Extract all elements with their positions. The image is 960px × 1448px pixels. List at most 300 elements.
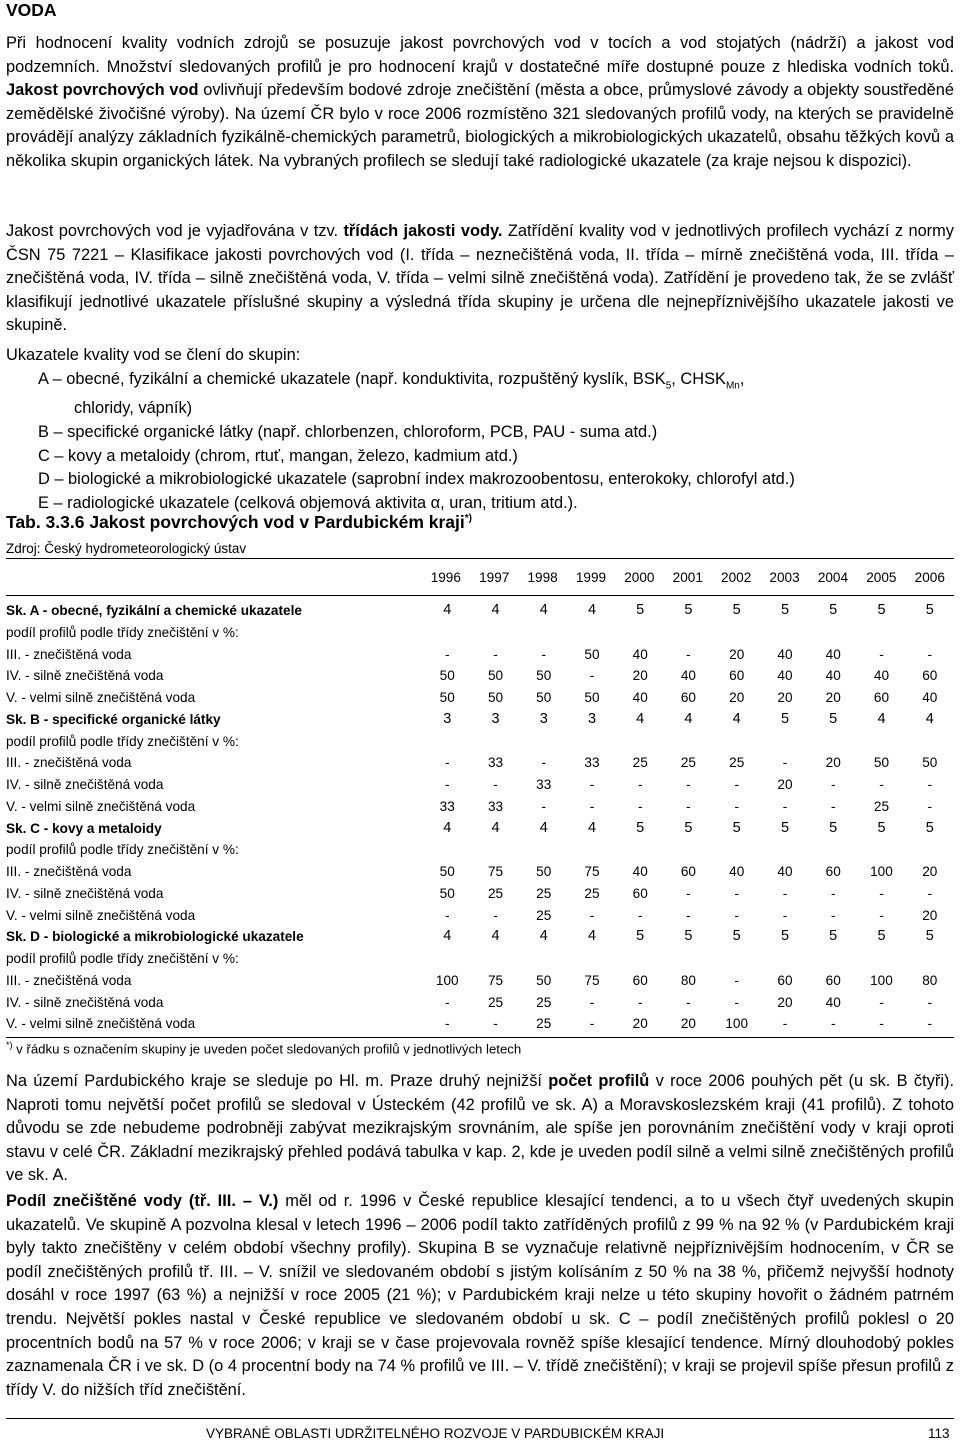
class-row (6, 992, 954, 1014)
table-cell: 33 (487, 755, 504, 771)
table-cell: 100 (725, 1016, 749, 1032)
table-cell: - (444, 907, 450, 923)
table-cell: 5 (925, 602, 934, 618)
groups-heading: Ukazatele kvality vod se člení do skupin: (6, 346, 301, 364)
table-cell (568, 839, 616, 861)
table-title-text: Tab. 3.3.6 Jakost povrchových vod v Pardubickém kraji (6, 512, 465, 532)
table-cell: - (444, 1016, 450, 1032)
table-cell: 50 (922, 755, 938, 771)
table-cell: - (830, 907, 836, 923)
table-cell: 75 (487, 864, 504, 879)
table-cell (761, 731, 809, 753)
table-cell: 5 (636, 819, 645, 836)
table-cell: 25 (584, 885, 600, 901)
intro-text (6, 32, 954, 174)
table-cell: - (782, 885, 788, 901)
table-cell (568, 948, 616, 970)
table-cell: - (879, 1016, 884, 1032)
table-cell: - (879, 646, 884, 662)
group-row (6, 600, 954, 622)
table-cell: 5 (925, 819, 934, 836)
row-label: V. - velmi silně znečištěná voda (6, 690, 196, 705)
subheading-row (6, 839, 954, 861)
table-cell: 20 (777, 994, 793, 1010)
table-cell: 50 (439, 864, 455, 879)
table-cell: 20 (922, 864, 938, 879)
table-cell: 3 (587, 710, 597, 727)
footnote-text: v řádku s označením skupiny je uveden počet sledovaných profilů v jednotlivých letech (12, 1041, 522, 1057)
table-source: Zdroj: Český hydrometeorologický ústav (6, 541, 247, 556)
table-cell: - (686, 777, 691, 792)
table-cell: - (927, 994, 933, 1010)
year-header: 2006 (914, 570, 945, 585)
table-cell (809, 948, 857, 970)
row-label: III. - znečištěná voda (6, 864, 132, 879)
table-cell (520, 731, 568, 753)
subheading-row (6, 948, 954, 970)
table-cell: - (879, 907, 884, 923)
row-label: podíl profilů podle třídy znečištění v %: (6, 951, 239, 966)
year-header: 2004 (817, 570, 849, 585)
table-cell: - (927, 646, 933, 662)
table-cell (857, 948, 905, 970)
group-row (6, 709, 954, 731)
table-cell: - (879, 885, 884, 901)
table-cell: - (637, 777, 643, 792)
table-cell: 5 (780, 928, 790, 945)
table-title (6, 512, 472, 533)
table-cell: - (637, 994, 643, 1010)
table-cell: - (589, 994, 595, 1010)
table-cell: 25 (487, 885, 504, 901)
table-cell (423, 839, 471, 861)
row-label: IV. - silně znečištěná voda (6, 777, 164, 792)
group-a-sub-5: 5 (665, 379, 672, 391)
row-label: III. - znečištěná voda (6, 646, 132, 662)
table-cell: 5 (732, 602, 741, 618)
table-cell: 4 (925, 710, 934, 727)
table-cell (616, 839, 664, 861)
table-cell: 40 (680, 668, 696, 684)
table-cell: - (734, 994, 739, 1010)
table-cell: 40 (632, 864, 648, 879)
table-cell (809, 731, 857, 753)
table-cell (664, 731, 712, 753)
header-spacer (6, 567, 422, 589)
table-cell (906, 839, 954, 861)
group-b-line: B – specifické organické látky (např. chlorbenzen, chloroform, PCB, PAU - suma atd.) (38, 423, 658, 442)
table-cell: 25 (680, 755, 696, 771)
table-cell: - (782, 907, 788, 923)
table-cell: 50 (487, 690, 504, 705)
table-cell (520, 839, 568, 861)
quality-table (6, 600, 954, 1035)
table-cell: 75 (487, 972, 504, 988)
table-cell: 20 (777, 777, 793, 792)
page-number: 113 (928, 1426, 950, 1441)
table-cell: 100 (435, 972, 459, 988)
table-cell: - (444, 994, 450, 1010)
table-cell: 60 (922, 668, 938, 684)
class-row (6, 644, 954, 666)
table-cell: 50 (536, 972, 552, 988)
table-cell (471, 622, 519, 644)
table-cell (713, 731, 761, 753)
table-cell: - (734, 777, 739, 792)
table-cell (761, 622, 809, 644)
table-cell: 80 (680, 972, 696, 988)
table-cell (809, 622, 857, 644)
group-row (6, 926, 954, 948)
row-label: podíl profilů podle třídy znečištění v %: (6, 842, 239, 858)
table-cell: 4 (491, 602, 500, 618)
table-cell: 4 (491, 928, 500, 945)
class-row (6, 970, 954, 992)
page-footer: VYBRANÉ OBLASTI UDRŽITELNÉHO ROZVOJE V PARDUBICKÉM KRAJI (206, 1426, 665, 1441)
table-cell: 60 (632, 972, 648, 988)
table-cell: 25 (632, 755, 648, 771)
table-cell: 4 (587, 602, 597, 618)
share-text (6, 1190, 954, 1402)
table-cell: 5 (829, 602, 838, 618)
table-header (6, 567, 954, 589)
table-cell (809, 839, 857, 861)
table-cell: - (493, 777, 498, 792)
table-cell: 5 (684, 819, 693, 836)
table-cell (616, 731, 664, 753)
body-p2-bold: Podíl znečištěné vody (tř. III. – V.) (6, 1192, 279, 1210)
table-cell: 40 (777, 646, 793, 662)
group-a-text-3: , (739, 369, 745, 388)
table-cell: - (493, 907, 498, 923)
table-cell: 4 (636, 710, 645, 727)
table-cell: 4 (539, 819, 548, 836)
footnote-mark: *) (6, 1040, 13, 1050)
table-cell: - (927, 798, 933, 814)
table-cell (713, 839, 761, 861)
table-cell (906, 622, 954, 644)
table-cell (568, 622, 616, 644)
year-header: 1998 (527, 570, 558, 585)
year-header: 2005 (866, 570, 897, 585)
table-cell: - (589, 777, 595, 792)
table-cell (664, 839, 712, 861)
year-header: 1999 (575, 570, 607, 585)
table-cell: - (493, 646, 498, 662)
table-cell: - (589, 798, 595, 814)
table-cell (471, 731, 519, 753)
row-label: V. - velmi silně znečištěná voda (6, 798, 196, 814)
table-cell (423, 731, 471, 753)
table-cell (906, 731, 954, 753)
table-cell: 5 (780, 819, 790, 836)
table-title-sup: *) (464, 513, 472, 525)
table-cell: 40 (777, 668, 793, 684)
body-p2-text: měl od r. 1996 v České republice klesající tendenci, a to u všech čtyř uvedených skupin ukazatelů. Ve skupině A pozvolna klesal v letech 1996 – 2006 podíl takto zatříděných profilů z 99 % na 92 % (v Pardubickém kraji byly takto znečištěny v celém období všechny profily). Skupina B se vyznačuje relativně nejpříznivějším hodnocením, v ČR se podíl znečištěných profilů tř. III. – V. snížil ve sledovaném období s jistým kolísáním z 50 % na 38 %, přičemž nejvyšší hodnoty dosáhl v roce 1997 (63 %) a nejnižší v roce 2005 (21 %); v Pardubickém kraji nelze u této skupiny hovořit o žádném patrném trendu. Největší pokles nastal v České republice ve sledovaném období u sk. C – podíl znečištěných profilů poklesl o 20 procentních bodů na 57 % v roce 2006; v kraji se v čase projevovala rovněž spíše klesající tendence. Mírný dlouhodobý pokles zaznamenala ČR i ve sk. D (o 4 procentní body na 74 % profilů ve III. – V. třídě znečištění); v kraji se projevil spíše přesun profilů z třídy V. do nižších tříd znečištění. (6, 1192, 954, 1399)
table-cell: 25 (536, 907, 552, 923)
table-cell (520, 948, 568, 970)
table-cell: - (734, 798, 739, 814)
row-label: Sk. D - biologické a mikrobiologické ukazatele (6, 929, 304, 945)
table-cell: - (686, 646, 691, 662)
table-cell: 50 (873, 755, 890, 771)
table-cell: 40 (825, 646, 841, 662)
table-cell: - (589, 1016, 595, 1032)
table-cell: 25 (536, 885, 552, 901)
table-cell: 50 (487, 668, 504, 684)
table-cell: - (541, 798, 546, 814)
table-cell (761, 839, 809, 861)
table-cell: 60 (729, 668, 745, 684)
row-label: IV. - silně znečištěná voda (6, 668, 164, 684)
table-cell: 4 (877, 710, 886, 727)
table-cell: 40 (825, 668, 841, 684)
table-cell: 5 (829, 928, 838, 945)
table-cell: - (541, 646, 546, 662)
table-cell: 80 (922, 972, 938, 988)
table-cell (857, 731, 905, 753)
table-cell: 4 (539, 928, 548, 945)
table-cell: 60 (680, 864, 696, 879)
year-header: 2001 (672, 570, 703, 585)
table-cell: 5 (877, 928, 886, 945)
table-cell: 5 (877, 819, 886, 836)
table-cell: 3 (443, 710, 452, 727)
table-cell: 4 (539, 602, 548, 618)
table-cell: - (830, 1016, 836, 1032)
table-cell: 60 (873, 690, 890, 705)
table-cell: 4 (587, 928, 597, 945)
year-header: 1996 (430, 570, 461, 585)
group-a-sub-mn: Mn (725, 379, 740, 391)
table-cell: 20 (729, 646, 745, 662)
table-cell: 4 (732, 710, 741, 727)
table-cell: 3 (491, 710, 500, 727)
row-label: Sk. C - kovy a metaloidy (6, 820, 162, 836)
group-a-continuation: chloridy, vápník) (74, 399, 193, 418)
table-cell: - (589, 668, 595, 684)
table-cell: - (686, 907, 691, 923)
table-cell: 5 (829, 819, 838, 836)
group-d-line: D – biologické a mikrobiologické ukazatele (saprobní index makrozoobentosu, enterokoky, chlorofyl atd.) (38, 470, 795, 489)
body-p1-start: Na území Pardubického kraje se sleduje po Hl. m. Praze druhý nejnižší (6, 1072, 549, 1090)
table-cell: 25 (487, 994, 504, 1010)
row-label: III. - znečištěná voda (6, 755, 132, 771)
table-cell: - (637, 907, 643, 923)
intro-p1-start: Při hodnocení kvality vodních zdrojů se posuzuje jakost povrchových vod v tocích a vod stojatých (nádrží) a jakost vod podzemních. Množství sledovaných profilů je pro hodnocení krajů v dostatečné míře dostupné pouze z hlediska vodních toků. (6, 34, 954, 76)
table-cell: 40 (729, 864, 745, 879)
body-paragraph-1 (6, 1070, 954, 1188)
class-row (6, 687, 954, 709)
intro-p2-start: Jakost povrchových vod je vyjadřována v tzv. (6, 222, 344, 240)
group-row (6, 818, 954, 840)
table-cell: 3 (539, 710, 548, 727)
group-a-line (6, 368, 954, 398)
table-cell: 4 (587, 819, 597, 836)
section-title: VODA (6, 0, 57, 20)
row-label: podíl profilů podle třídy znečištění v %: (6, 733, 239, 749)
table-cell (906, 948, 954, 970)
table-cell (713, 948, 761, 970)
table-cell: - (927, 885, 933, 901)
table-cell: - (444, 777, 450, 792)
table-cell (761, 948, 809, 970)
class-row (6, 861, 954, 883)
table-cell: 20 (632, 1016, 648, 1032)
row-label: Sk. A - obecné, fyzikální a chemické ukazatele (6, 603, 302, 618)
table-cell: 60 (680, 690, 696, 705)
table-cell: 60 (825, 864, 841, 879)
year-header: 2000 (624, 570, 655, 585)
table-cell (616, 622, 664, 644)
intro-p2-end: Zatřídění kvality vod v jednotlivých profilech vychází z normy ČSN 75 7221 – Klasifikace jakosti povrchových vod (I. třída – neznečištěná voda, II. třída – mírně znečištěná voda, III. třída – znečištěná voda, IV. třída – silně znečištěná voda, V. třída – velmi silně znečištěná voda). Zatřídění je provedeno tak, že se zvlášť klasifikují jednotlivé ukazatele příslušné skupiny a výsledná třída skupiny je určena dle nejnepříznivějšího ukazatele jakosti ve skupině. (6, 222, 954, 335)
table-cell (520, 622, 568, 644)
group-e-line: E – radiologické ukazatele (celková objemová aktivita α, uran, tritium atd.). (38, 493, 578, 512)
table-cell: - (830, 885, 836, 901)
table-cell: - (734, 885, 739, 901)
table-cell: 100 (870, 864, 893, 879)
table-cell: 50 (584, 690, 600, 705)
table-cell: 20 (825, 690, 841, 705)
intro-p1-bold: Jakost povrchových vod (6, 81, 199, 100)
table-cell (471, 948, 519, 970)
table-cell: 20 (680, 1016, 696, 1032)
table-cell (471, 839, 519, 861)
table-cell: 33 (487, 798, 504, 814)
table-cell: 50 (536, 668, 552, 684)
table-cell: 5 (636, 602, 645, 618)
table-cell: 40 (922, 690, 938, 705)
table-cell: 75 (584, 864, 600, 879)
table-cell: - (493, 1016, 498, 1032)
intro-paragraph-1 (6, 32, 954, 174)
row-label: V. - velmi silně znečištěná voda (6, 1016, 196, 1032)
table-cell: - (782, 1016, 788, 1032)
year-header: 2002 (721, 570, 752, 585)
table-cell: - (927, 777, 933, 792)
profiles-text (6, 1070, 954, 1188)
table-cell: - (782, 755, 788, 771)
table-cell: 40 (632, 646, 648, 662)
table-cell: - (589, 907, 595, 923)
table-cell (616, 948, 664, 970)
table-cell: 50 (536, 864, 552, 879)
table-cell: 40 (632, 690, 648, 705)
table-cell: 25 (873, 798, 890, 814)
classes-text (6, 220, 954, 338)
table-cell: - (782, 798, 788, 814)
table-cell: 40 (777, 864, 793, 879)
table-cell: - (830, 777, 836, 792)
table-cell: 5 (684, 928, 693, 945)
table-cell: 5 (780, 602, 790, 618)
table-cell: 5 (636, 928, 645, 945)
class-row (6, 665, 954, 687)
intro-p2-bold: třídách jakosti vody. (343, 222, 503, 240)
table-cell: 20 (825, 755, 841, 771)
table-cell: 50 (439, 690, 455, 705)
table-header-rule (6, 595, 954, 596)
table-cell: 20 (922, 907, 938, 923)
table-cell: - (830, 798, 836, 814)
groups-text (6, 344, 954, 515)
table-cell: 4 (684, 710, 693, 727)
table-cell (568, 731, 616, 753)
row-label: IV. - silně znečištěná voda (6, 994, 164, 1010)
table-cell (857, 839, 905, 861)
table-cell: 33 (439, 798, 455, 814)
table-cell: 50 (536, 690, 552, 705)
table-cell: - (444, 646, 450, 662)
body-p1-end: v roce 2006 pouhých pět (u sk. B čtyři). Naproti tomu největší počet profilů se sledoval v Ústeckém (42 profilů ve sk. A) a Moravskoslezském kraji (41 profilů). Z tohoto důvodu se zde nebudeme podrobněji zabývat mezikrajským srovnáním, ale spíše jen porovnáním znečištění vody v kraji oproti stavu v celé ČR. Základní mezikrajský přehled podává tabulka v kap. 2, kde je uveden podíl silně a velmi silně znečištěných profilů ve sk. A. (6, 1072, 954, 1185)
table-cell: 20 (777, 690, 793, 705)
row-label: IV. - silně znečištěná voda (6, 885, 164, 901)
table-cell: 20 (632, 668, 648, 684)
class-row (6, 1013, 954, 1035)
table-cell: - (879, 994, 884, 1010)
row-label: V. - velmi silně znečištěná voda (6, 907, 196, 923)
table-cell: 4 (491, 819, 500, 836)
table-cell: 4 (443, 819, 452, 836)
table-cell: - (734, 907, 739, 923)
class-row (6, 774, 954, 796)
table-cell: - (927, 1016, 933, 1032)
table-cell: 60 (825, 972, 841, 988)
table-cell: - (444, 755, 450, 771)
table-cell: 25 (536, 994, 552, 1010)
table-cell: 5 (732, 928, 741, 945)
table-cell: 4 (443, 928, 452, 945)
subheading-row (6, 622, 954, 644)
group-a-text: A – obecné, fyzikální a chemické ukazatele (např. konduktivita, rozpuštěný kyslík, BSK (38, 369, 666, 388)
table-cell: 25 (536, 1016, 552, 1032)
table-cell: 20 (729, 690, 745, 705)
table-cell: 5 (780, 710, 790, 727)
table-cell: 60 (632, 885, 648, 901)
table-cell: 25 (729, 755, 745, 771)
table-cell: 5 (925, 928, 934, 945)
table-cell (664, 622, 712, 644)
group-a-text-2: , CHSK (671, 369, 726, 388)
year-header: 1997 (479, 570, 510, 585)
year-header: 2003 (769, 570, 800, 585)
table-cell: 40 (873, 668, 890, 684)
table-cell: - (541, 755, 546, 771)
table-cell: 40 (825, 994, 841, 1010)
table-cell: 50 (439, 668, 455, 684)
table-bottom-rule (6, 1037, 954, 1038)
footer-rule (6, 1418, 954, 1419)
table-cell: 5 (732, 819, 741, 836)
table-cell: 75 (584, 972, 600, 988)
table-cell (713, 622, 761, 644)
table-cell: - (686, 994, 691, 1010)
table-cell: - (879, 777, 884, 792)
row-label: Sk. B - specifické organické látky (6, 711, 221, 727)
table-cell: - (637, 798, 643, 814)
table-cell: 33 (536, 777, 552, 792)
table-footnote (6, 1040, 521, 1056)
table-cell: - (686, 798, 691, 814)
table-cell (423, 948, 471, 970)
class-row (6, 883, 954, 905)
table-cell: 4 (443, 602, 452, 618)
intro-p1-end: ovlivňují především bodové zdroje znečištění (města a obce, průmyslové závody a objekty soustředěné zemědělské živočišné výroby). Na území ČR bylo v roce 2006 rozmístěno 321 sledovaných profilů vody, na kterých se pravidelně provádějí analýzy základních fyzikálně-chemických parametrů, biologických a mikrobiologických ukazatelů, obsahu těžkých kovů a několika skupin organických látek. Na vybraných profilech se sledují také radiologické ukazatele (za kraje nejsou k dispozici). (6, 81, 954, 170)
table-cell: 50 (584, 646, 600, 662)
class-row (6, 752, 954, 774)
body-paragraph-2 (6, 1190, 954, 1402)
subheading-row (6, 731, 954, 753)
